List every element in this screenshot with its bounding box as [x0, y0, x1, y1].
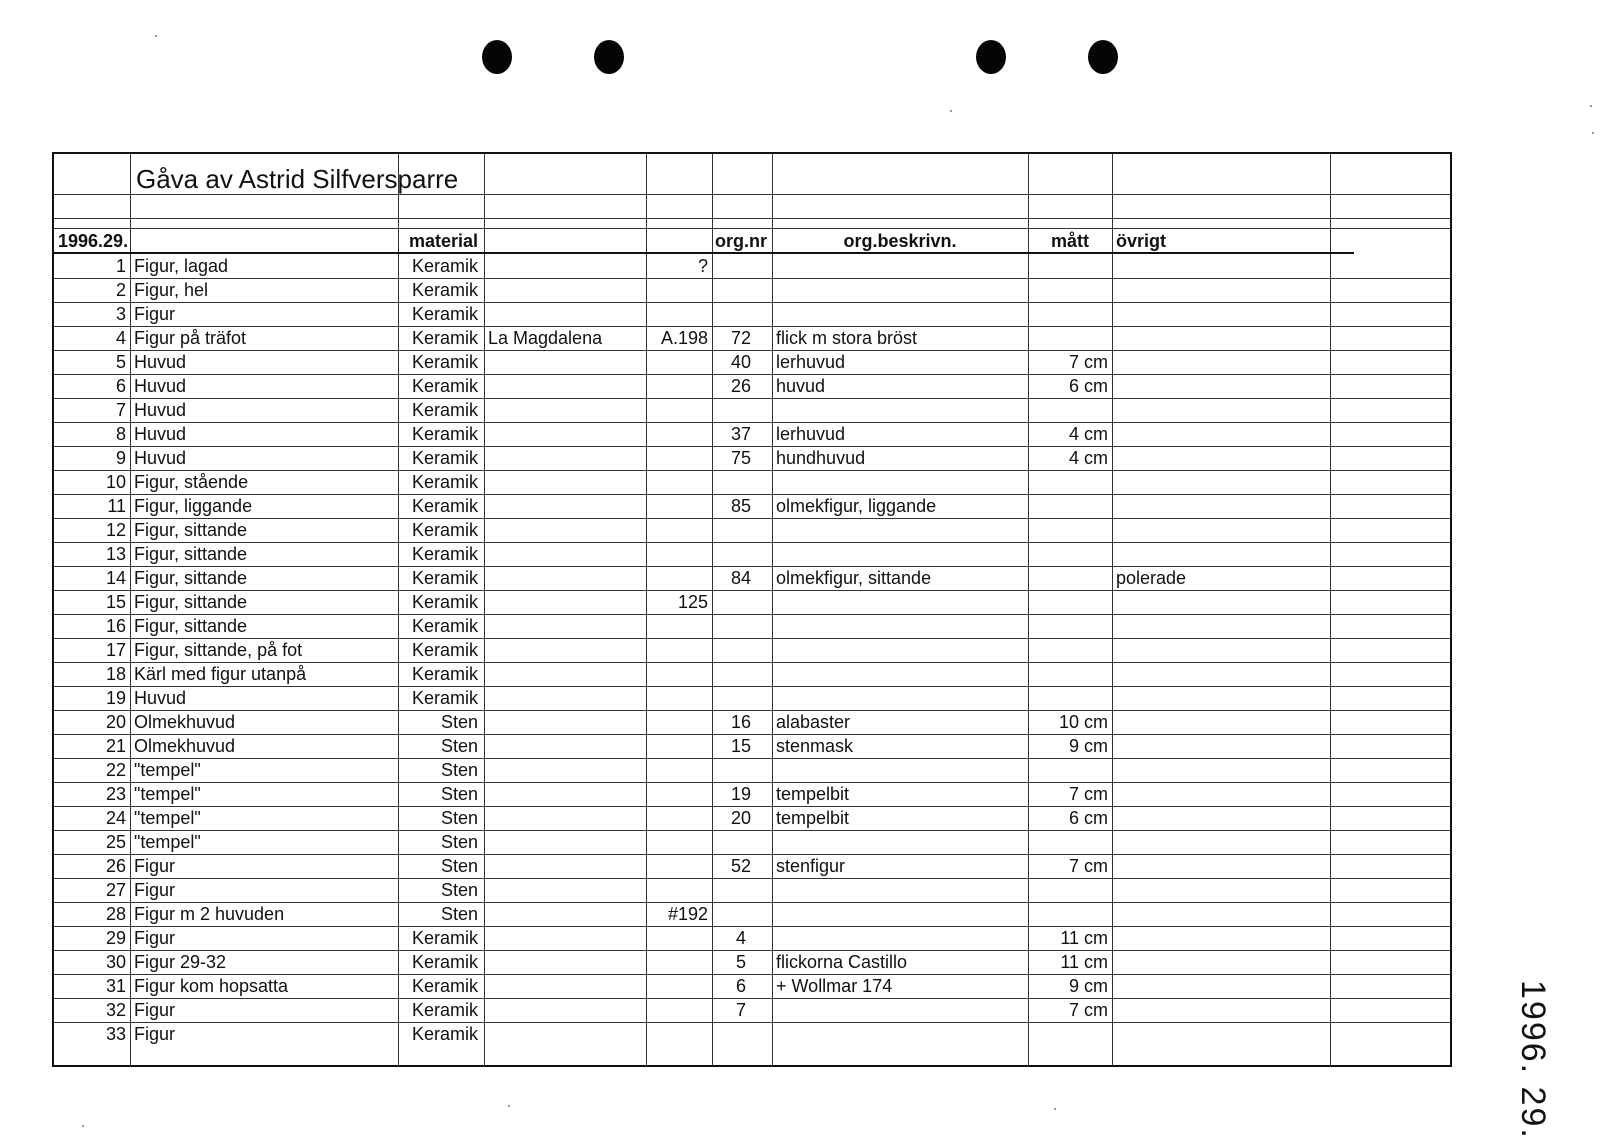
- org-description-cell: stenfigur: [776, 856, 846, 876]
- row-number: 12: [105, 520, 126, 540]
- object-name: Kärl med figur utanpå: [134, 664, 307, 684]
- material-cell: Sten: [440, 856, 478, 876]
- row-number: 23: [105, 784, 126, 804]
- org-description-cell: tempelbit: [776, 784, 850, 804]
- row-number: 17: [105, 640, 126, 660]
- object-name: "tempel": [134, 760, 201, 780]
- object-name: Figur m 2 huvuden: [134, 904, 285, 924]
- row-number: 3: [115, 304, 126, 324]
- row-number: 1: [115, 256, 126, 276]
- object-name: Figur: [134, 1000, 176, 1020]
- material-cell: Keramik: [411, 1024, 478, 1044]
- org-nr-cell: 7: [735, 1000, 746, 1020]
- material-cell: Keramik: [411, 400, 478, 420]
- size-cell: 4 cm: [1068, 424, 1108, 444]
- punch-hole: [1088, 40, 1118, 74]
- header-matt: mått: [1050, 231, 1089, 251]
- object-name: Figur: [134, 928, 176, 948]
- row-number: 22: [105, 760, 126, 780]
- material-cell: Sten: [440, 760, 478, 780]
- size-cell: 6 cm: [1068, 808, 1108, 828]
- row-number: 33: [105, 1024, 126, 1044]
- grid-column-line: [484, 154, 485, 1065]
- row-number: 4: [115, 328, 126, 348]
- size-cell: 7 cm: [1068, 1000, 1108, 1020]
- object-name: "tempel": [134, 808, 201, 828]
- org-nr-cell: 37: [730, 424, 752, 444]
- org-nr-cell: 15: [730, 736, 752, 756]
- size-cell: 7 cm: [1068, 784, 1108, 804]
- row-number: 28: [105, 904, 126, 924]
- material-cell: Keramik: [411, 424, 478, 444]
- row-number: 16: [105, 616, 126, 636]
- material-cell: Sten: [440, 832, 478, 852]
- row-number: 24: [105, 808, 126, 828]
- row-number: 32: [105, 1000, 126, 1020]
- size-cell: 11 cm: [1060, 928, 1108, 948]
- size-cell: 6 cm: [1068, 376, 1108, 396]
- object-name: Figur: [134, 880, 176, 900]
- material-cell: Keramik: [411, 328, 478, 348]
- row-number: 19: [105, 688, 126, 708]
- org-description-cell: lerhuvud: [776, 352, 846, 372]
- row-number: 18: [105, 664, 126, 684]
- object-name: Huvud: [134, 376, 187, 396]
- row-number: 15: [105, 592, 126, 612]
- object-name: Figur: [134, 304, 176, 324]
- material-cell: Keramik: [411, 688, 478, 708]
- scan-speck: [950, 110, 952, 112]
- punch-hole: [482, 40, 512, 74]
- grid-row-line: [54, 228, 1450, 229]
- material-cell: Keramik: [411, 568, 478, 588]
- row-number: 14: [105, 568, 126, 588]
- note-cell: polerade: [1116, 568, 1187, 588]
- row-number: 25: [105, 832, 126, 852]
- object-name: Huvud: [134, 424, 187, 444]
- row-number: 10: [105, 472, 126, 492]
- material-cell: Keramik: [411, 616, 478, 636]
- org-description-cell: olmekfigur, sittande: [776, 568, 932, 588]
- object-name: Olmekhuvud: [134, 736, 236, 756]
- site-cell: La Magdalena: [488, 328, 603, 348]
- material-cell: Keramik: [411, 304, 478, 324]
- size-cell: 9 cm: [1068, 736, 1108, 756]
- material-cell: Keramik: [411, 520, 478, 540]
- punch-hole: [976, 40, 1006, 74]
- sheet-title: Gåva av Astrid Silfversparre: [136, 164, 459, 194]
- object-name: "tempel": [134, 784, 201, 804]
- org-nr-cell: 72: [730, 328, 752, 348]
- org-nr-cell: 6: [735, 976, 746, 996]
- material-cell: Keramik: [411, 976, 478, 996]
- object-name: Olmekhuvud: [134, 712, 236, 732]
- row-number: 9: [115, 448, 126, 468]
- object-name: Huvud: [134, 448, 187, 468]
- org-description-cell: flickorna Castillo: [776, 952, 908, 972]
- accession-prefix: 1996.29.: [58, 231, 129, 251]
- object-name: Figur: [134, 856, 176, 876]
- org-nr-cell: 52: [730, 856, 752, 876]
- scan-speck: [155, 35, 157, 37]
- grid-column-line: [1330, 154, 1331, 1065]
- object-name: Huvud: [134, 352, 187, 372]
- grid-row-line: [54, 218, 1450, 219]
- object-name: Huvud: [134, 688, 187, 708]
- size-cell: 4 cm: [1068, 448, 1108, 468]
- material-cell: Keramik: [411, 256, 478, 276]
- row-number: 31: [105, 976, 126, 996]
- org-description-cell: huvud: [776, 376, 826, 396]
- material-cell: Keramik: [411, 496, 478, 516]
- row-number: 21: [105, 736, 126, 756]
- org-description-cell: tempelbit: [776, 808, 850, 828]
- org-description-cell: + Wollmar 174: [776, 976, 893, 996]
- object-name: "tempel": [134, 832, 201, 852]
- size-cell: 11 cm: [1060, 952, 1108, 972]
- row-number: 7: [115, 400, 126, 420]
- size-cell: 10 cm: [1058, 712, 1108, 732]
- punch-hole: [594, 40, 624, 74]
- object-name: Figur, sittande, på fot: [134, 640, 303, 660]
- header-material: material: [408, 231, 478, 251]
- org-description-cell: flick m stora bröst: [776, 328, 918, 348]
- org-nr-cell: 26: [730, 376, 752, 396]
- material-cell: Sten: [440, 808, 478, 828]
- header-org-beskrivn: org.beskrivn.: [843, 231, 957, 251]
- org-nr-cell: 84: [730, 568, 752, 588]
- row-number: 11: [107, 496, 126, 516]
- row-number: 20: [105, 712, 126, 732]
- material-cell: Sten: [440, 736, 478, 756]
- object-name: Huvud: [134, 400, 187, 420]
- scan-speck: [1054, 1108, 1056, 1110]
- inventory-sheet: [52, 152, 1452, 1067]
- row-number: 6: [115, 376, 126, 396]
- reference-cell: #192: [667, 904, 708, 924]
- material-cell: Keramik: [411, 280, 478, 300]
- scan-speck: [1592, 132, 1594, 134]
- scan-speck: [82, 1125, 84, 1127]
- header-org-nr: org.nr: [715, 231, 767, 251]
- reference-cell: A.198: [660, 328, 708, 348]
- material-cell: Sten: [440, 880, 478, 900]
- reference-cell: ?: [697, 256, 708, 276]
- material-cell: Keramik: [411, 448, 478, 468]
- grid-row-line: [54, 194, 1450, 195]
- org-nr-cell: 16: [730, 712, 752, 732]
- material-cell: Keramik: [411, 376, 478, 396]
- row-number: 29: [105, 928, 126, 948]
- object-name: Figur, sittande: [134, 520, 248, 540]
- org-description-cell: alabaster: [776, 712, 851, 732]
- header-rule: [54, 252, 1354, 254]
- grid-column-line: [1112, 154, 1113, 1065]
- org-nr-cell: 19: [730, 784, 752, 804]
- org-nr-cell: 5: [735, 952, 746, 972]
- object-name: Figur, sittande: [134, 568, 248, 588]
- material-cell: Keramik: [411, 928, 478, 948]
- material-cell: Keramik: [411, 952, 478, 972]
- size-cell: 9 cm: [1068, 976, 1108, 996]
- row-number: 2: [115, 280, 126, 300]
- object-name: Figur, hel: [134, 280, 209, 300]
- material-cell: Keramik: [411, 664, 478, 684]
- object-name: Figur 29-32: [134, 952, 227, 972]
- size-cell: 7 cm: [1068, 856, 1108, 876]
- material-cell: Sten: [440, 784, 478, 804]
- row-number: 26: [105, 856, 126, 876]
- org-description-cell: lerhuvud: [776, 424, 846, 444]
- object-name: Figur, liggande: [134, 496, 253, 516]
- object-name: Figur, stående: [134, 472, 249, 492]
- material-cell: Sten: [440, 904, 478, 924]
- row-number: 5: [115, 352, 126, 372]
- material-cell: Keramik: [411, 592, 478, 612]
- material-cell: Keramik: [411, 544, 478, 564]
- row-number: 27: [105, 880, 126, 900]
- object-name: Figur, sittande: [134, 616, 248, 636]
- org-nr-cell: 40: [730, 352, 752, 372]
- row-number: 13: [105, 544, 126, 564]
- org-nr-cell: 85: [730, 496, 752, 516]
- material-cell: Keramik: [411, 640, 478, 660]
- org-nr-cell: 4: [735, 928, 746, 948]
- object-name: Figur, lagad: [134, 256, 229, 276]
- org-description-cell: hundhuvud: [776, 448, 866, 468]
- material-cell: Sten: [440, 712, 478, 732]
- row-number: 8: [115, 424, 126, 444]
- object-name: Figur, sittande: [134, 592, 248, 612]
- material-cell: Keramik: [411, 352, 478, 372]
- org-nr-cell: 20: [730, 808, 752, 828]
- grid-column-line: [772, 154, 773, 1065]
- object-name: Figur på träfot: [134, 328, 247, 348]
- org-nr-cell: 75: [730, 448, 752, 468]
- side-accession-label: 1996. 29.: [1514, 980, 1552, 1140]
- scan-speck: [1590, 105, 1592, 107]
- object-name: Figur: [134, 1024, 176, 1044]
- object-name: Figur kom hopsatta: [134, 976, 289, 996]
- org-description-cell: olmekfigur, liggande: [776, 496, 937, 516]
- scan-speck: [508, 1105, 510, 1107]
- row-number: 30: [105, 952, 126, 972]
- material-cell: Keramik: [411, 472, 478, 492]
- object-name: Figur, sittande: [134, 544, 248, 564]
- org-description-cell: stenmask: [776, 736, 854, 756]
- header-ovrigt: övrigt: [1116, 231, 1167, 251]
- reference-cell: 125: [677, 592, 708, 612]
- size-cell: 7 cm: [1068, 352, 1108, 372]
- grid-column-line: [130, 154, 131, 1065]
- material-cell: Keramik: [411, 1000, 478, 1020]
